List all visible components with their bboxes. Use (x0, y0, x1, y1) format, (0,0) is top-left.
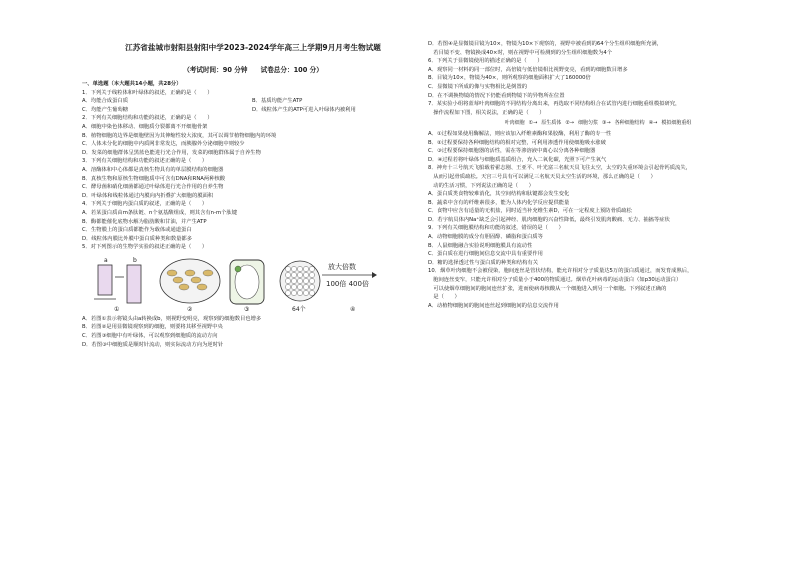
question-stem: 7．某实验小组将蓝莓叶肉细胞的不同结构分离出来，再选取不同结构组合在试管内进行细胞重组模拟研究， (428, 101, 681, 108)
meristem-cell (297, 290, 302, 295)
label-a: a (104, 256, 108, 264)
option-line: 可以使烟草细胞间的胞间连丝扩张，进而使病毒核酸从一个细胞进入到另一个细胞。下列叙述正确的 (428, 285, 667, 292)
option-row (82, 106, 422, 115)
meristem-cell (303, 272, 308, 277)
option-line: D．在不调换物镜的情况下仍能看到物镜下的异物所在位置 (428, 92, 565, 99)
option-line: D．若图③中细胞质是顺时针流动，则实际流动方向为逆时针 (82, 341, 224, 348)
option-line: D．若图④是显微镜目镜为10×，物镜为10×下观察的，视野中被看到的64个分生组织细胞所充满， (428, 41, 662, 47)
option-line: B．植物细胞的边界是细胞壁因为其伸缩性较大浓度，其可以调节植物细胞内的环境 (82, 132, 277, 139)
meristem-cell (285, 272, 290, 277)
meristem-cell (297, 266, 302, 271)
column-divider (414, 36, 415, 556)
figure-number-1: ① (114, 305, 120, 313)
option-line: A．蛋白质类食物较难消化，其空间结构和肽键都会发生变化 (428, 191, 570, 198)
option-b: B．基质均能产生ATP (252, 98, 303, 105)
option-line: A．①过程如果使用酶解法，则应该加入纤维素酶和果胶酶，利用了酶的专一性 (428, 130, 612, 137)
meristem-cell (285, 290, 290, 295)
option-line: C．若图③细胞中有叶绿体，可以观察到细胞质的流动方向 (82, 333, 218, 340)
option-line: A．溶酶体和中心体都是真核生物具有的单层膜结构的细胞器 (82, 166, 224, 173)
option-line: A．若图①表示将镜头由a转换成b，则视野变明亮，观察到的细胞数目也增多 (82, 315, 262, 322)
cell-2 (173, 277, 183, 283)
meristem-cell (285, 266, 290, 271)
meristem-cell (291, 278, 296, 283)
option-line: 从而引起骨质疏松。天宫三号具有可以满足三名航天员太空生活的环境，那么正确的是（ ） (428, 173, 656, 180)
meristem-cell (297, 284, 302, 289)
option-a: A．均能合成蛋白质 (82, 98, 128, 105)
option-line: B．目镜为10×，物镜为40×，则所观察的细胞面积扩大了160000倍 (428, 75, 591, 82)
question-stem: 8．神舟十三号航天飞船载着翟志刚、王亚平、叶光富三名航天员飞往太空，太空的失重环境会引起骨钙质流失， (428, 165, 691, 172)
process-flow-diagram (428, 119, 768, 128)
left-column (82, 80, 422, 349)
meristem-cell (309, 272, 314, 277)
option-line: D．线粒体内膜比外膜中蛋白质种类和数量都多 (82, 235, 193, 242)
option-line: 若目镜不变、物镜换成40×时，则在视野中可检测到的分生组织细胞数为4个 (428, 49, 613, 56)
meristem-cell (303, 266, 308, 271)
right-column (428, 40, 768, 310)
flow-step: 模拟细胞重组 (661, 120, 692, 127)
option-line: D．发菜的细胞群体呈黑蓝色能进行光合作用，发菜的细胞群体属于自养生物 (82, 149, 261, 156)
label-b: b (133, 256, 137, 264)
option-line: 动的生活习惯，下列说法正确的是（ ） (428, 182, 534, 189)
option-line: 胞间连丝变窄，只能允许相对分子质量小于400的物质通过。烟草花叶病毒的运动蛋白（如p30运动蛋白） (428, 277, 682, 284)
flow-step: ④→ (648, 120, 658, 127)
objective-lens-b (127, 265, 141, 303)
option-row (82, 97, 422, 106)
option-line: A．若某蛋白质由m条肽链、n个氨基酸组成，则其含有n-m个肽键 (82, 209, 237, 216)
question-stem: 2．下列有关细胞结构和功能的叙述，正确的是（ ） (82, 115, 213, 122)
flow-step: ②→ (565, 120, 574, 127)
meristem-cell (285, 278, 290, 283)
cell-2 (191, 277, 201, 283)
cell-2 (197, 284, 207, 290)
meristem-cell (291, 266, 296, 271)
option-line: D．④过程若将叶绿体与细胞质基质组合，充入二氧化碳，光照下可产生氧气 (428, 156, 607, 163)
exam-title: 江苏省盐城市射阳县射阳中学2023-2024学年高三上学期9月月考生物试题 (125, 43, 381, 52)
arrow-head (372, 272, 377, 278)
option-line: C．显微镜下所成的像与实物相比是倒置的 (428, 83, 528, 90)
option-line: 是（ ） (428, 294, 460, 301)
option-line: 操作流程如下图，相关说法，正确的是（ ） (428, 109, 545, 116)
option-line: C．生物膜上的蛋白质都能作为载体或通道蛋白 (82, 227, 192, 234)
option-line: B．若图②是用显微镜观察到的细胞，则要将其移至视野中央 (82, 324, 223, 331)
meristem-cell (303, 278, 308, 283)
option-line: A．观察同一材料的同一部位时，高倍镜与低倍镜相比视野变亮，看到的细胞数目增多 (428, 66, 628, 73)
meristem-cell (303, 284, 308, 289)
flow-step: 各种细胞结构 (614, 120, 645, 127)
magnification-values: 100倍 400倍 (326, 279, 369, 288)
option-line: D．叶绿体和线粒体通过内膜向内折叠扩大细胞的膜面积 (82, 192, 214, 199)
chloroplast (235, 266, 241, 272)
meristem-cell (309, 290, 314, 295)
cell-2 (179, 284, 189, 290)
cell-2 (185, 270, 195, 276)
question-stem: 6．下列关于显微镜使用的描述正确的是（ ） (428, 58, 543, 65)
exam-meta: （考试时间：90 分钟 试卷总分：100 分） (183, 66, 323, 74)
cell-2 (167, 270, 177, 276)
meristem-cell (309, 266, 314, 271)
figure-number-2: ② (187, 305, 193, 313)
figure-number-3: ③ (244, 305, 250, 313)
question-stem: 3．下列有关细胞结构和功能的叙述正确的是（ ） (82, 158, 208, 165)
option-line: A．动植物细胞间的胞间连丝起到细胞间的信息交流作用 (428, 302, 559, 309)
option-line: B．蔬菜中含有的纤维素很多，能为人体内化学反应提供能量 (428, 199, 570, 206)
cell-count-label: 64个 (292, 305, 306, 313)
question-stem: 9．下列有关细胞膜结构和功能的叙述，错误的是（ ） (428, 225, 564, 232)
figure-number-4: ④ (350, 305, 356, 313)
option-line: C．人体未分化的细胞中内质网非常发达，而胰腺外分泌细胞中则较少 (82, 141, 245, 148)
option-line: D．糖的选择透过性与蛋白质的种类和结构有关 (428, 259, 539, 266)
flow-step: ①→ (528, 120, 538, 127)
meristem-cell (303, 290, 308, 295)
option-line: A．细胞中染色体移动、细胞质分裂都离不开细胞骨架 (82, 123, 208, 130)
option-line: C．蛋白质在进行细胞间信息交流中具有重要作用 (428, 251, 543, 258)
option-line: C．③过程要保持细胞器的活性，需在等渗溶液中离心以分离各种细胞器 (428, 148, 596, 155)
meristem-cell (309, 278, 314, 283)
flow-step: ③→ (602, 120, 611, 127)
option-line: D．若宇航员体内Na⁺缺乏会引起神经、肌肉细胞的兴奋性降低，最终引发肌肉酸痛、无力、抽搐等症状 (428, 216, 670, 223)
option-b: D．线粒体产生的ATP可进入叶绿体内被利用 (252, 106, 356, 113)
meristem-cell (291, 290, 296, 295)
question-stem: 5．对下列图示的生物学实验的叙述正确的是（ ） (82, 244, 208, 251)
question-stem: 1．下列关于线粒体和叶绿体的叙述，正确的是（ ） (82, 89, 213, 96)
meristem-cell (297, 278, 302, 283)
option-line: B．酶都能催化底物水解为脂肪酸和甘油，并产生ATP (82, 218, 207, 225)
flow-step: 细胞匀浆 (577, 120, 598, 127)
option-line: B．真核生物和原核生物细胞质中可含有DNA和RNA两种核酸 (82, 175, 226, 182)
option-line: C．酵母菌和硝化细菌都通过叶绿体进行光合作用的自养生物 (82, 184, 224, 191)
meristem-cell (297, 272, 302, 277)
option-a: C．均能产生葡萄糖 (82, 106, 129, 113)
microscope-figure (82, 255, 422, 313)
meristem-cell (309, 284, 314, 289)
question-stem: 10．烟草叶肉细胞不会被侵染，胞间连丝是管状结构，能允许相对分子质量达5万的蛋白质通过，而发育成熟后， (428, 268, 693, 275)
option-line: B．人鼠细胞融合实验说明细胞膜具有流动性 (428, 242, 533, 249)
option-line: C．食物中应含有适量的无机盐，同时适当补充维生素D，可在一定程度上预防骨质疏松 (428, 208, 632, 215)
meristem-cell (291, 272, 296, 277)
question-stem: 4．下列关于细胞内蛋白质的叙述，正确的是（ ） (82, 201, 208, 208)
objective-lens-a (98, 265, 112, 295)
magnification-title: 放大倍数 (328, 262, 356, 271)
option-line: A．动物细胞膜的成分有胆固醇、磷脂和蛋白质等 (428, 234, 543, 241)
meristem-cell (285, 284, 290, 289)
flow-step: 原生质体 (541, 120, 562, 127)
section-heading: 一、单选题（本大题共14小题，共28分） (82, 81, 182, 87)
meristem-cell (291, 284, 296, 289)
figure-drawing (82, 255, 412, 313)
cell-2 (203, 270, 213, 276)
option-line: B．②过程要保持各种细胞结构的相对完整，可利用渗透作用使细胞吸水涨破 (428, 139, 606, 146)
cell-field-2 (160, 259, 220, 303)
flow-step: 叶肉细胞 (504, 120, 525, 127)
